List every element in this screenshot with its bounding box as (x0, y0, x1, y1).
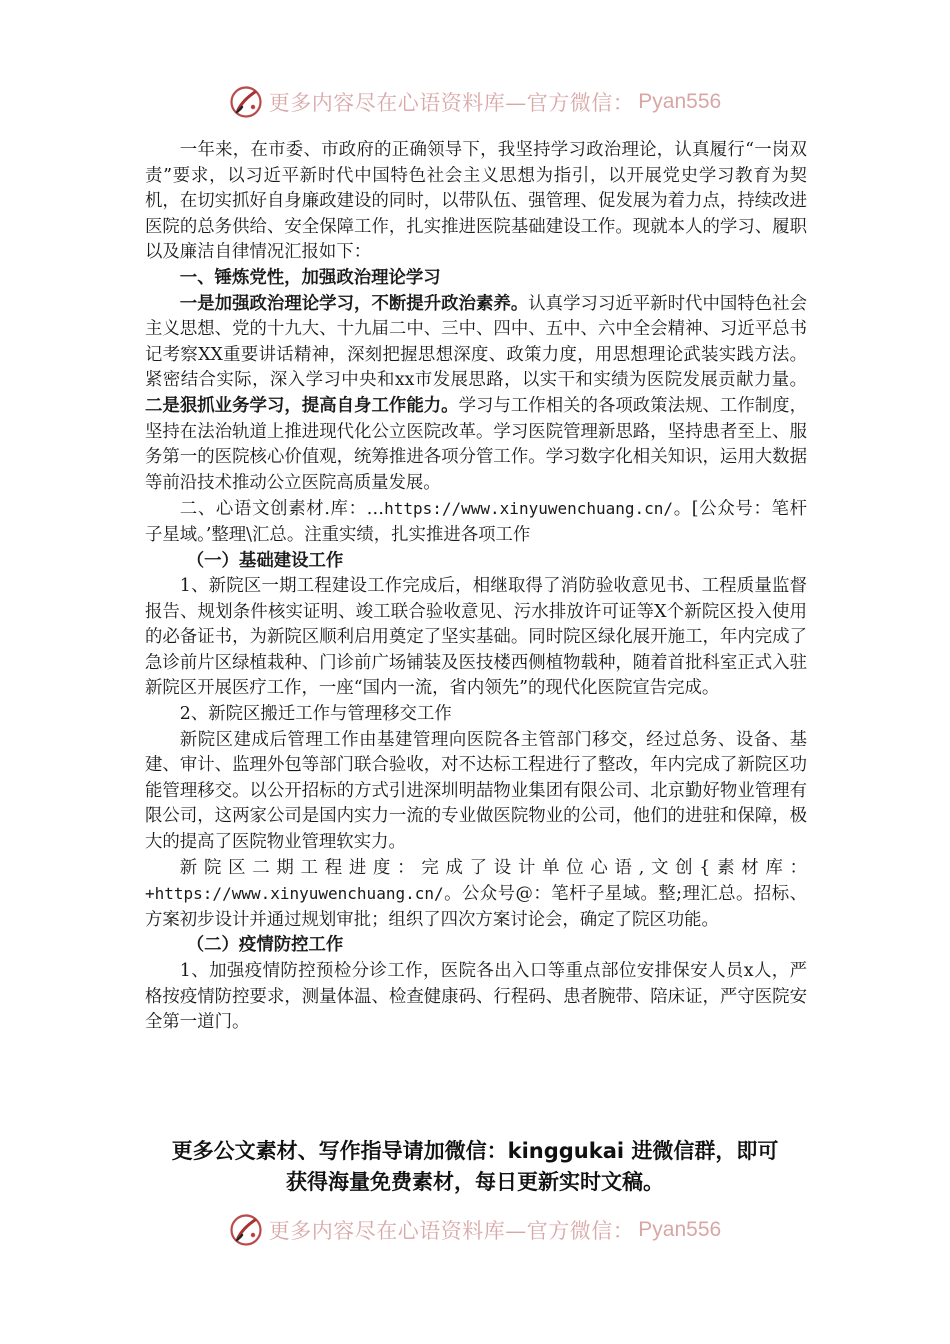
section-2-text-a: 二、心语文创素材.库：… (179, 499, 385, 520)
promo-block (100, 1136, 850, 1198)
paragraph-4 (145, 856, 807, 934)
section-heading-2 (145, 496, 807, 548)
paragraph-4-text-a: 新院区二期工程进度：完成了设计单位心语,文创{素材库： (179, 857, 807, 878)
promo-line-1: 更多公文素材、写作指导请加微信：kinggukai 进微信群，即可 (171, 1139, 779, 1163)
section-1-text-1: 认真学习习近平新时代中国特色社会主义思想、党的十九大、十九届二中、三中、四中、五中、六中全会精神、习近平总书记考察XX重要讲话精神，深刻把握思想深度、政策力度，用思想理论武装实践方法。紧密结合实际，深入学习中央和xx市发展思路，以实干和实绩为医院发展贡献力量。 (145, 293, 807, 391)
sub-heading-2: （二）疫情防控工作 (186, 935, 344, 956)
lead-phrase-1: 一是加强政治理论学习，不断提升政治素养。 (179, 293, 529, 314)
banner-wechat-id: Pyan556 (638, 90, 722, 113)
section-2-text-b: 。[公众号：笔杆子星域。’整理\汇总。注重实绩，扎实推进各项工作 (145, 499, 807, 545)
banner-text: 更多内容尽在心语资料库—官方微信： (268, 1219, 635, 1243)
footer-banner (0, 1208, 950, 1252)
promo-line-2: 获得海量免费素材，每日更新实时文稿。 (286, 1170, 664, 1194)
banner-text: 更多内容尽在心语资料库—官方微信： (268, 91, 635, 115)
brush-logo-icon (229, 85, 263, 119)
paragraph-4-url: +https://www.xinyuwenchuang.cn/ (145, 884, 444, 904)
brush-logo-icon (229, 1213, 263, 1247)
banner-wechat-id: Pyan556 (638, 1218, 722, 1241)
header-banner (0, 80, 950, 124)
intro-paragraph: 一年来，在市委、市政府的正确领导下，我坚持学习政治理论，认真履行“一岗双责”要求，以习近平新时代中国特色社会主义思想为指引，以开展党史学习教育为契机，在切实抓好自身廉政建设的同时，以带队伍、强管理、促发展为着力点，持续改进医院的总务供给、安全保障工作，扎实推进医院基础建设工作。现就本人的学习、履职以及廉洁自律情况汇报如下： (145, 140, 807, 263)
paragraph-2: 2、新院区搬迁工作与管理移交工作 (179, 704, 452, 725)
paragraph-4-text-b: 。公众号@：笔杆子星域。整;理汇总。招标、方案初步设计并通过规划审批；组织了四次方案讨论会，确定了院区功能。 (145, 884, 807, 930)
section-1-text-2: 学习与工作相关的各项政策法规、工作制度，坚持在法治轨道上推进现代化公立医院改革。学习医院管理新思路，坚持患者至上、服务第一的医院核心价值观，统筹推进各项分管工作。学习数字化相关知识，运用大数据等前沿技术推动公立医院高质量发展。 (145, 395, 807, 493)
document-body (145, 138, 807, 1036)
lead-phrase-2: 二是狠抓业务学习，提高自身工作能力。 (145, 395, 459, 416)
paragraph-5: 1、加强疫情防控预检分诊工作，医院各出入口等重点部位安排保安人员x人，严格按疫情防控要求，测量体温、检查健康码、行程码、患者腕带、陪床证，严守医院安全第一道门。 (145, 961, 807, 1033)
paragraph-1: 1、新院区一期工程建设工作完成后，相继取得了消防验收意见书、工程质量监督报告、规划条件核实证明、竣工联合验收意见、污水排放许可证等X个新院区投入使用的必备证书，为新院区顺利启用奠定了坚实基础。同时院区绿化展开施工，年内完成了急诊前片区绿植栽种、门诊前广场铺装及医技楼西侧植物载种，随着首批科室正式入驻新院区开展医疗工作，一座“国内一流，省内领先”的现代化医院宣告完成。 (145, 576, 807, 699)
section-heading-1: 一、锤炼党性，加强政治理论学习 (179, 267, 441, 288)
section-1-paragraph (145, 292, 807, 497)
section-2-url: https://www.xinyuwenchuang.cn/ (384, 499, 674, 519)
paragraph-3: 新院区建成后管理工作由基建管理向医院各主管部门移交，经过总务、设备、基建、审计、监理外包等部门联合验收，对不达标工程进行了整改，年内完成了新院区功能管理移交。以公开招标的方式引进深圳明喆物业集团有限公司、北京勤好物业管理有限公司，这两家公司是国内实力一流的专业做医院物业的公司，他们的进驻和保障，极大的提高了医院物业管理软实力。 (145, 729, 807, 853)
sub-heading-1: （一）基础建设工作 (186, 550, 344, 571)
